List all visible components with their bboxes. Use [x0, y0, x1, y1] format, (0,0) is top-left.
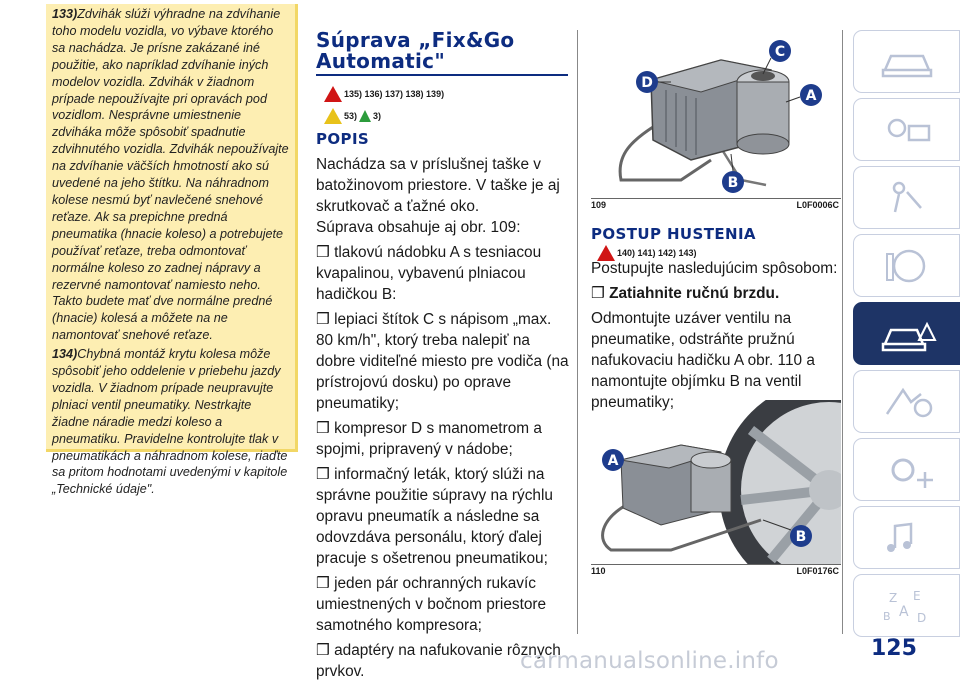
car-icon	[877, 42, 937, 82]
multimedia-icon	[877, 518, 937, 558]
svg-text:Z: Z	[888, 590, 897, 605]
svg-text:D: D	[641, 75, 653, 91]
environment-triangle-icon	[359, 110, 371, 122]
svg-text:E: E	[912, 588, 921, 603]
label-a	[602, 449, 624, 471]
warning-refs-yellow-green: 53) 3)	[324, 108, 569, 124]
kit-illustration	[591, 30, 841, 198]
tab-emergency[interactable]	[853, 302, 960, 365]
alphabet-index-icon	[877, 586, 937, 626]
kit-description: Nachádza sa v príslušnej taške v batožinovom priestore. V taške je aj skrutkovač a ťažné oko. Súprava obsahuje aj obr. 109: ❒ tlakovú nádobku A s tesniacou kvapalinou, vybavenú plniacou hadičkou B: ❒ lepiaci štítok C s nápisom „max. 80 km/h", ktorý treba nalepiť na dobre viditeľné miesto pre vodiča (na prístrojovú dosku) po oprave pneumatiky; ❒ kompresor D s manometrom a spojmi, pripravený v nádobe; ❒ informačný leták, ktorý slúži na správne použitie súpravy na rýchlu opravu pneumatík a následne sa odovzdáva personálu, ktorý ďalej pracuje s ošetrenou pneumatikou; ❒ jeden pár ochranných rukavíc umiestnených v bočnom priestore samotného kompresora; ❒ adaptéry na nafukovanie rôznych prvkov.	[316, 156, 569, 680]
list-item: ❒ adaptéry na nafukovanie rôznych prvkov.	[316, 642, 561, 680]
kit-section	[316, 30, 569, 686]
procedure-heading: POSTUP HUSTENIA	[591, 225, 756, 243]
label-d	[636, 71, 658, 93]
procedure-refs: 140) 141) 142) 143)	[597, 245, 841, 261]
svg-text:A: A	[805, 88, 817, 104]
section-title: Súprava „Fix&Go Automatic"	[316, 28, 515, 73]
list-item: ❒ tlakovú nádobku A s tesniacou kvapalinou, vybavenú plniacou hadičkou B:	[316, 244, 542, 303]
list-item: ❒ lepiaci štítok C s nápisom „max. 80 km/h", ktorý treba nalepiť na dobre viditeľné miesto pre vodiča (na prístrojovú dosku) po oprave pneumatiky;	[316, 311, 569, 412]
list-item: ❒ kompresor D s manometrom a spojmi, pripravený v nádobe;	[316, 420, 542, 458]
svg-text:A: A	[898, 603, 909, 620]
tab-lights[interactable]	[853, 98, 960, 161]
tab-multimedia[interactable]	[853, 506, 960, 569]
warning-refs-red: 135) 136) 137) 138) 139)	[324, 86, 569, 102]
airbag-icon	[877, 178, 937, 218]
figure-109-caption: 109 L0F0006C	[591, 200, 839, 210]
maintenance-icon	[877, 382, 937, 422]
warning-134: 134)Chybná montáž krytu kolesa môže spôsobiť jeho oddelenie v priebehu jazdy vozidla. V žiadnom prípade neupravujte plniaci ventil pneumatiky. Nestrkajte žiadne náradie medzi koleso a pneumatiku. Pravidelne kontrolujte tlak v pneumatikách a náhradnom kolese, riaďte sa pritom hodnotami uvedenými v kapitole „Technické údaje".	[52, 347, 288, 497]
label-b	[790, 525, 812, 547]
label-b	[722, 171, 744, 193]
svg-text:D: D	[916, 610, 926, 625]
chapter-tabs	[853, 30, 960, 642]
list-item: ❒ Zatiahnite ručnú brzdu.	[591, 285, 780, 302]
label-a	[800, 84, 822, 106]
label-c	[769, 40, 791, 62]
tab-vehicle[interactable]	[853, 30, 960, 93]
tab-index[interactable]	[853, 574, 960, 637]
list-item: ❒ informačný leták, ktorý slúži na správne použitie súpravy na rýchlu opravu pneumatík a následne sa odovzdáva personálu, ktorý ďalej pracuje s ošetrenou pneumatikou;	[316, 466, 553, 567]
figure-109	[591, 30, 841, 199]
tab-technical-data[interactable]	[853, 438, 960, 501]
warning-133: 133)Zdvihák slúži výhradne na zdvíhanie toho modelu vozidla, vo výbave ktorého sa nachádza. Je prísne zakázané iné použitie, ako napríklad zdvíhanie iných modelov vozidla. Zdvihák v žiadnom prípade nepoužívajte pri opravách pod vozidlom. Nesprávne umiestnenie zdviháka môže spôsobiť spadnutie zdvihnutého vozidla. Zdvihák nepoužívajte na zdvíhanie väčších hmotností ako sú uvedené na jeho štítku. Na náhradnom kolese nesmú byť navlečené snehové reťaze. Ak sa prepichne predná pneumatika (hnacie koleso) a potrebujete používať reťaze, treba odmontovať normálne koleso zo zadnej nápravy a rezervné namontovať namiesto neho. Takto budete mať dve normálne predné (hnacie) kolesá a môžete na ne namontovať snehové reťaze.	[52, 7, 289, 343]
warning-box	[46, 4, 298, 497]
column-divider-left	[577, 30, 578, 634]
svg-text:B: B	[882, 609, 891, 623]
emergency-car-icon	[877, 314, 937, 354]
svg-text:C: C	[774, 44, 786, 60]
figure-110	[591, 400, 841, 565]
valve-illustration	[591, 400, 841, 564]
danger-triangle-icon	[324, 86, 342, 102]
gear-icon	[877, 450, 937, 490]
page-number: 125	[871, 636, 917, 661]
svg-text:B: B	[727, 175, 739, 191]
list-item: ❒ jeden pár ochranných rukavíc umiestnených v bočnom priestore samotného kompresora;	[316, 575, 547, 634]
steering-wheel-icon	[877, 246, 937, 286]
tab-driving[interactable]	[853, 234, 960, 297]
tab-maintenance[interactable]	[853, 370, 960, 433]
tab-safety[interactable]	[853, 166, 960, 229]
lights-icon	[877, 110, 937, 150]
procedure-section	[591, 225, 841, 417]
procedure-text: Postupujte nasledujúcim spôsobom: ❒ Zatiahnite ručnú brzdu. Odmontujte uzáver ventilu na pneumatike, odstráňte pružnú nafukovaciu hadičku A obr. 110 a namontujte objímku B na ventil pneumatiky;	[591, 258, 841, 413]
svg-text:A: A	[607, 453, 619, 469]
danger-triangle-icon	[597, 245, 615, 261]
watermark: carmanualsonline.info	[520, 648, 779, 674]
figure-110-caption: 110 L0F0176C	[591, 566, 839, 576]
popis-heading: POPIS	[316, 130, 370, 148]
title-divider	[316, 74, 568, 76]
column-divider-right	[842, 30, 843, 634]
svg-text:B: B	[795, 529, 807, 545]
caution-triangle-icon	[324, 108, 342, 124]
